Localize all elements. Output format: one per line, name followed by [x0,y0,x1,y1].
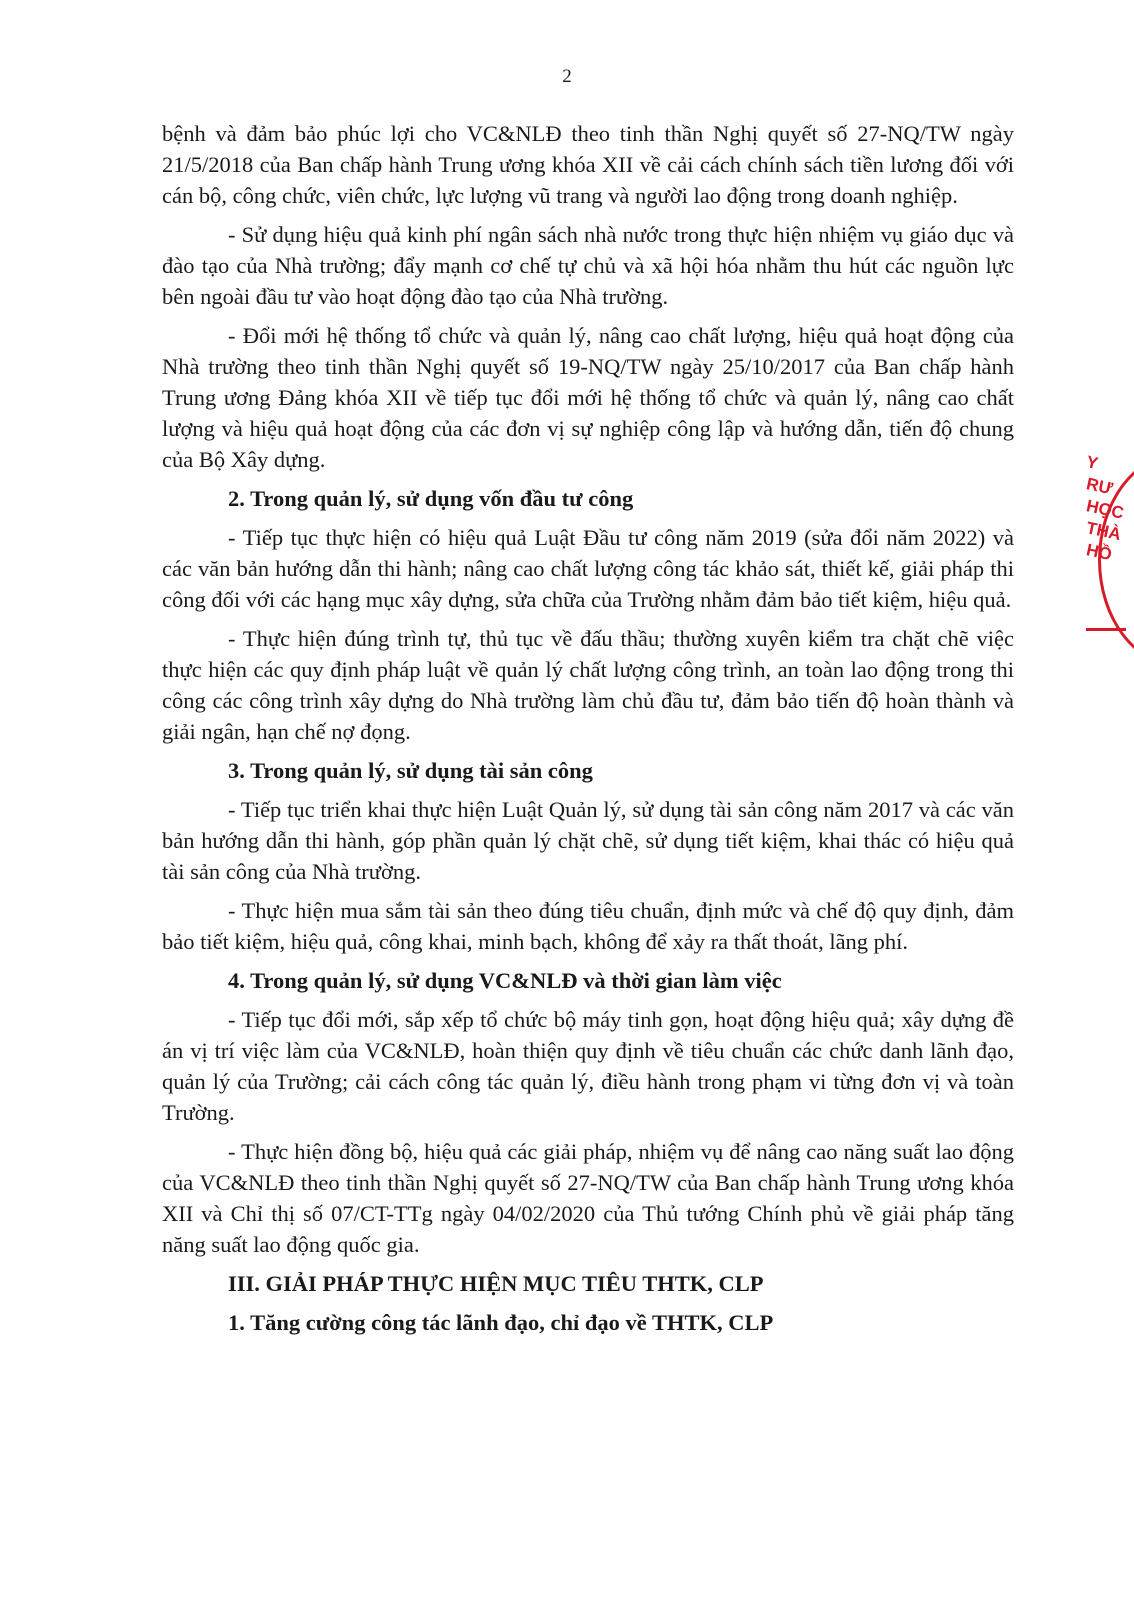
document-body [162,118,1014,1346]
paragraph-7: - Thực hiện mua sắm tài sản theo đúng tiêu chuẩn, định mức và chế độ quy định, đảm bảo tiết kiệm, hiệu quả, công khai, minh bạch, không để xảy ra thất thoát, lãng phí. [162,898,1014,954]
seal-text-line: HỒ [1084,540,1114,565]
section-heading-iii: III. GIẢI PHÁP THỰC HIỆN MỤC TIÊU THTK, CLP [228,1271,764,1296]
subsection-heading-1: 1. Tăng cường công tác lãnh đạo, chỉ đạo về THTK, CLP [228,1310,774,1335]
paragraph-6: - Tiếp tục triển khai thực hiện Luật Quản lý, sử dụng tài sản công năm 2017 và các văn bản hướng dẫn thi hành, góp phần quản lý chặt chẽ, sử dụng tiết kiệm, khai thác có hiệu quả tài sản công của Nhà trường. [162,797,1014,884]
section-heading-4: 4. Trong quản lý, sử dụng VC&NLĐ và thời gian làm việc [228,968,782,993]
section-heading-3: 3. Trong quản lý, sử dụng tài sản công [228,758,593,783]
page-number: 2 [562,66,572,87]
paragraph-1: bệnh và đảm bảo phúc lợi cho VC&NLĐ theo tinh thần Nghị quyết số 27-NQ/TW ngày 21/5/2018 của Ban chấp hành Trung ương khóa XII về cải cách chính sách tiền lương đối với cán bộ, công chức, viên chức, lực lượng vũ trang và người lao động trong doanh nghiệp. [162,121,1014,208]
paragraph-3: - Đổi mới hệ thống tổ chức và quản lý, nâng cao chất lượng, hiệu quả hoạt động của Nhà trường theo tinh thần Nghị quyết số 19-NQ/TW ngày 25/10/2017 của Ban chấp hành Trung ương Đảng khóa XII về tiếp tục đổi mới hệ thống tổ chức và quản lý, nâng cao chất lượng và hiệu quả hoạt động của các đơn vị sự nghiệp công lập và hướng dẫn, tiến độ chung của Bộ Xây dựng. [162,323,1014,472]
seal-text-line: HỌC [1084,496,1126,523]
paragraph-9: - Thực hiện đồng bộ, hiệu quả các giải pháp, nhiệm vụ để nâng cao năng suất lao động của VC&NLĐ theo tinh thần Nghị quyết số 27-NQ/TW của Ban chấp hành Trung ương khóa XII và Chỉ thị số 07/CT-TTg ngày 04/02/2020 của Thủ tướng Chính phủ về giải pháp tăng năng suất lao động quốc gia. [162,1139,1014,1257]
seal-text-line: RƯ [1084,474,1115,499]
seal-mark [1086,628,1126,631]
red-seal-stamp [1080,452,1134,652]
paragraph-8: - Tiếp tục đổi mới, sắp xếp tổ chức bộ máy tinh gọn, hoạt động hiệu quả; xây dựng đề án vị trí việc làm của VC&NLĐ, hoàn thiện quy định về tiêu chuẩn các chức danh lãnh đạo, quản lý của Trường; cải cách công tác quản lý, điều hành trong phạm vi từng đơn vị và toàn Trường. [162,1007,1014,1125]
paragraph-2: - Sử dụng hiệu quả kinh phí ngân sách nhà nước trong thực hiện nhiệm vụ giáo dục và đào tạo của Nhà trường; đẩy mạnh cơ chế tự chủ và xã hội hóa nhằm thu hút các nguồn lực bên ngoài đầu tư vào hoạt động đào tạo của Nhà trường. [162,222,1014,309]
section-heading-2: 2. Trong quản lý, sử dụng vốn đầu tư công [228,486,634,511]
paragraph-5: - Thực hiện đúng trình tự, thủ tục về đấu thầu; thường xuyên kiểm tra chặt chẽ việc thực hiện các quy định pháp luật về quản lý chất lượng công trình, an toàn lao động trong thi công các công trình xây dựng do Nhà trường làm chủ đầu tư, đảm bảo tiến độ hoàn thành và giải ngân, hạn chế nợ đọng. [162,626,1014,744]
seal-text-line: Y [1084,452,1100,474]
seal-text-line: THÀ [1084,518,1123,545]
paragraph-4: - Tiếp tục thực hiện có hiệu quả Luật Đầu tư công năm 2019 (sửa đổi năm 2022) và các văn bản hướng dẫn thi hành; nâng cao chất lượng công tác khảo sát, thiết kế, giải pháp thi công đối với các hạng mục xây dựng, sửa chữa của Trường nhằm đảm bảo tiết kiệm, hiệu quả. [162,525,1014,612]
